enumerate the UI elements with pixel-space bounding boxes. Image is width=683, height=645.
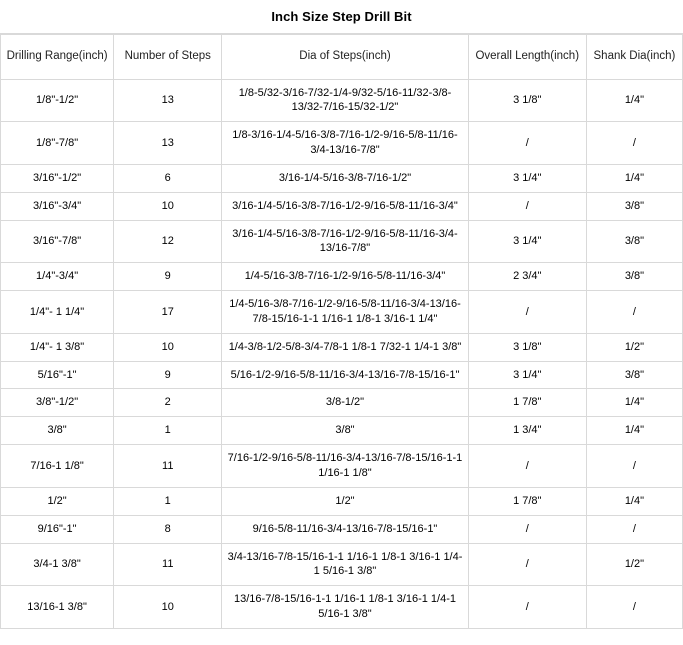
cell-overall-length: / — [468, 586, 586, 629]
cell-dia-of-steps: 3/16-1/4-5/16-3/8-7/16-1/2" — [222, 164, 468, 192]
cell-number-of-steps: 11 — [114, 543, 222, 586]
cell-dia-of-steps: 3/8" — [222, 417, 468, 445]
cell-number-of-steps: 10 — [114, 333, 222, 361]
cell-drilling-range: 3/16"-1/2" — [1, 164, 114, 192]
table-row — [1, 417, 683, 445]
cell-drilling-range: 1/8"-7/8" — [1, 122, 114, 165]
cell-dia-of-steps: 1/8-3/16-1/4-5/16-3/8-7/16-1/2-9/16-5/8-11/16-3/4-13/16-7/8" — [222, 122, 468, 165]
table-row — [1, 487, 683, 515]
cell-number-of-steps: 11 — [114, 445, 222, 488]
cell-dia-of-steps: 9/16-5/8-11/16-3/4-13/16-7/8-15/16-1" — [222, 515, 468, 543]
cell-drilling-range: 3/16"-3/4" — [1, 192, 114, 220]
table-row — [1, 389, 683, 417]
page-title: Inch Size Step Drill Bit — [0, 0, 683, 34]
column-header-dia-of-steps: Dia of Steps(inch) — [222, 35, 468, 80]
cell-overall-length: 1 7/8" — [468, 389, 586, 417]
cell-drilling-range: 3/16"-7/8" — [1, 220, 114, 263]
cell-overall-length: / — [468, 122, 586, 165]
cell-shank-dia: 3/8" — [586, 361, 682, 389]
cell-drilling-range: 1/4"-3/4" — [1, 263, 114, 291]
cell-drilling-range: 1/4"- 1 1/4" — [1, 291, 114, 334]
cell-shank-dia: 3/8" — [586, 192, 682, 220]
table-row — [1, 515, 683, 543]
cell-shank-dia: / — [586, 515, 682, 543]
cell-overall-length: 3 1/8" — [468, 333, 586, 361]
cell-drilling-range: 3/8"-1/2" — [1, 389, 114, 417]
column-header-drilling-range: Drilling Range(inch) — [1, 35, 114, 80]
table-row — [1, 543, 683, 586]
cell-overall-length: 3 1/4" — [468, 164, 586, 192]
cell-number-of-steps: 13 — [114, 122, 222, 165]
cell-shank-dia: 1/4" — [586, 164, 682, 192]
cell-overall-length: 3 1/4" — [468, 220, 586, 263]
cell-overall-length: 1 3/4" — [468, 417, 586, 445]
cell-shank-dia: / — [586, 291, 682, 334]
cell-overall-length: / — [468, 445, 586, 488]
cell-overall-length: 3 1/4" — [468, 361, 586, 389]
cell-overall-length: / — [468, 543, 586, 586]
cell-shank-dia: 1/4" — [586, 389, 682, 417]
table-body — [1, 79, 683, 628]
cell-shank-dia: 3/8" — [586, 220, 682, 263]
cell-dia-of-steps: 3/16-1/4-5/16-3/8-7/16-1/2-9/16-5/8-11/16-3/4-13/16-7/8" — [222, 220, 468, 263]
table-row — [1, 333, 683, 361]
table-row — [1, 164, 683, 192]
column-header-overall-length: Overall Length(inch) — [468, 35, 586, 80]
cell-drilling-range: 13/16-1 3/8" — [1, 586, 114, 629]
column-header-shank-dia: Shank Dia(inch) — [586, 35, 682, 80]
cell-dia-of-steps: 1/2" — [222, 487, 468, 515]
table-row — [1, 263, 683, 291]
table-row — [1, 220, 683, 263]
cell-dia-of-steps: 1/4-5/16-3/8-7/16-1/2-9/16-5/8-11/16-3/4-13/16-7/8-15/16-1-1 1/16-1 1/8-1 3/16-1 1/4" — [222, 291, 468, 334]
cell-drilling-range: 3/4-1 3/8" — [1, 543, 114, 586]
column-header-number-of-steps: Number of Steps — [114, 35, 222, 80]
table-row — [1, 586, 683, 629]
cell-overall-length: 3 1/8" — [468, 79, 586, 122]
cell-dia-of-steps: 3/16-1/4-5/16-3/8-7/16-1/2-9/16-5/8-11/16-3/4" — [222, 192, 468, 220]
cell-drilling-range: 7/16-1 1/8" — [1, 445, 114, 488]
cell-number-of-steps: 6 — [114, 164, 222, 192]
cell-number-of-steps: 10 — [114, 192, 222, 220]
cell-number-of-steps: 9 — [114, 361, 222, 389]
cell-dia-of-steps: 1/4-3/8-1/2-5/8-3/4-7/8-1 1/8-1 7/32-1 1/4-1 3/8" — [222, 333, 468, 361]
cell-overall-length: 1 7/8" — [468, 487, 586, 515]
cell-shank-dia: / — [586, 122, 682, 165]
cell-number-of-steps: 8 — [114, 515, 222, 543]
cell-overall-length: / — [468, 192, 586, 220]
cell-shank-dia: 1/4" — [586, 487, 682, 515]
cell-dia-of-steps: 3/4-13/16-7/8-15/16-1-1 1/16-1 1/8-1 3/16-1 1/4-1 5/16-1 3/8" — [222, 543, 468, 586]
cell-shank-dia: 1/4" — [586, 417, 682, 445]
cell-drilling-range: 9/16"-1" — [1, 515, 114, 543]
cell-number-of-steps: 2 — [114, 389, 222, 417]
cell-number-of-steps: 9 — [114, 263, 222, 291]
cell-overall-length: / — [468, 291, 586, 334]
cell-shank-dia: 1/2" — [586, 543, 682, 586]
cell-shank-dia: 1/2" — [586, 333, 682, 361]
cell-shank-dia: 1/4" — [586, 79, 682, 122]
cell-dia-of-steps: 13/16-7/8-15/16-1-1 1/16-1 1/8-1 3/16-1 1/4-1 5/16-1 3/8" — [222, 586, 468, 629]
table-header — [1, 35, 683, 80]
cell-number-of-steps: 13 — [114, 79, 222, 122]
cell-overall-length: / — [468, 515, 586, 543]
cell-overall-length: 2 3/4" — [468, 263, 586, 291]
cell-number-of-steps: 12 — [114, 220, 222, 263]
table-row — [1, 122, 683, 165]
step-drill-bit-table — [0, 34, 683, 629]
cell-drilling-range: 1/8"-1/2" — [1, 79, 114, 122]
table-row — [1, 361, 683, 389]
table-header-row — [1, 35, 683, 80]
cell-number-of-steps: 17 — [114, 291, 222, 334]
table-row — [1, 79, 683, 122]
cell-dia-of-steps: 1/4-5/16-3/8-7/16-1/2-9/16-5/8-11/16-3/4" — [222, 263, 468, 291]
cell-drilling-range: 1/4"- 1 3/8" — [1, 333, 114, 361]
cell-shank-dia: / — [586, 445, 682, 488]
cell-number-of-steps: 1 — [114, 417, 222, 445]
cell-drilling-range: 1/2" — [1, 487, 114, 515]
cell-number-of-steps: 1 — [114, 487, 222, 515]
table-row — [1, 291, 683, 334]
cell-dia-of-steps: 7/16-1/2-9/16-5/8-11/16-3/4-13/16-7/8-15/16-1-1 1/16-1 1/8" — [222, 445, 468, 488]
cell-drilling-range: 5/16"-1" — [1, 361, 114, 389]
cell-shank-dia: / — [586, 586, 682, 629]
cell-shank-dia: 3/8" — [586, 263, 682, 291]
cell-dia-of-steps: 5/16-1/2-9/16-5/8-11/16-3/4-13/16-7/8-15/16-1" — [222, 361, 468, 389]
cell-drilling-range: 3/8" — [1, 417, 114, 445]
table-row — [1, 192, 683, 220]
cell-dia-of-steps: 3/8-1/2" — [222, 389, 468, 417]
cell-dia-of-steps: 1/8-5/32-3/16-7/32-1/4-9/32-5/16-11/32-3/8-13/32-7/16-15/32-1/2" — [222, 79, 468, 122]
table-row — [1, 445, 683, 488]
cell-number-of-steps: 10 — [114, 586, 222, 629]
